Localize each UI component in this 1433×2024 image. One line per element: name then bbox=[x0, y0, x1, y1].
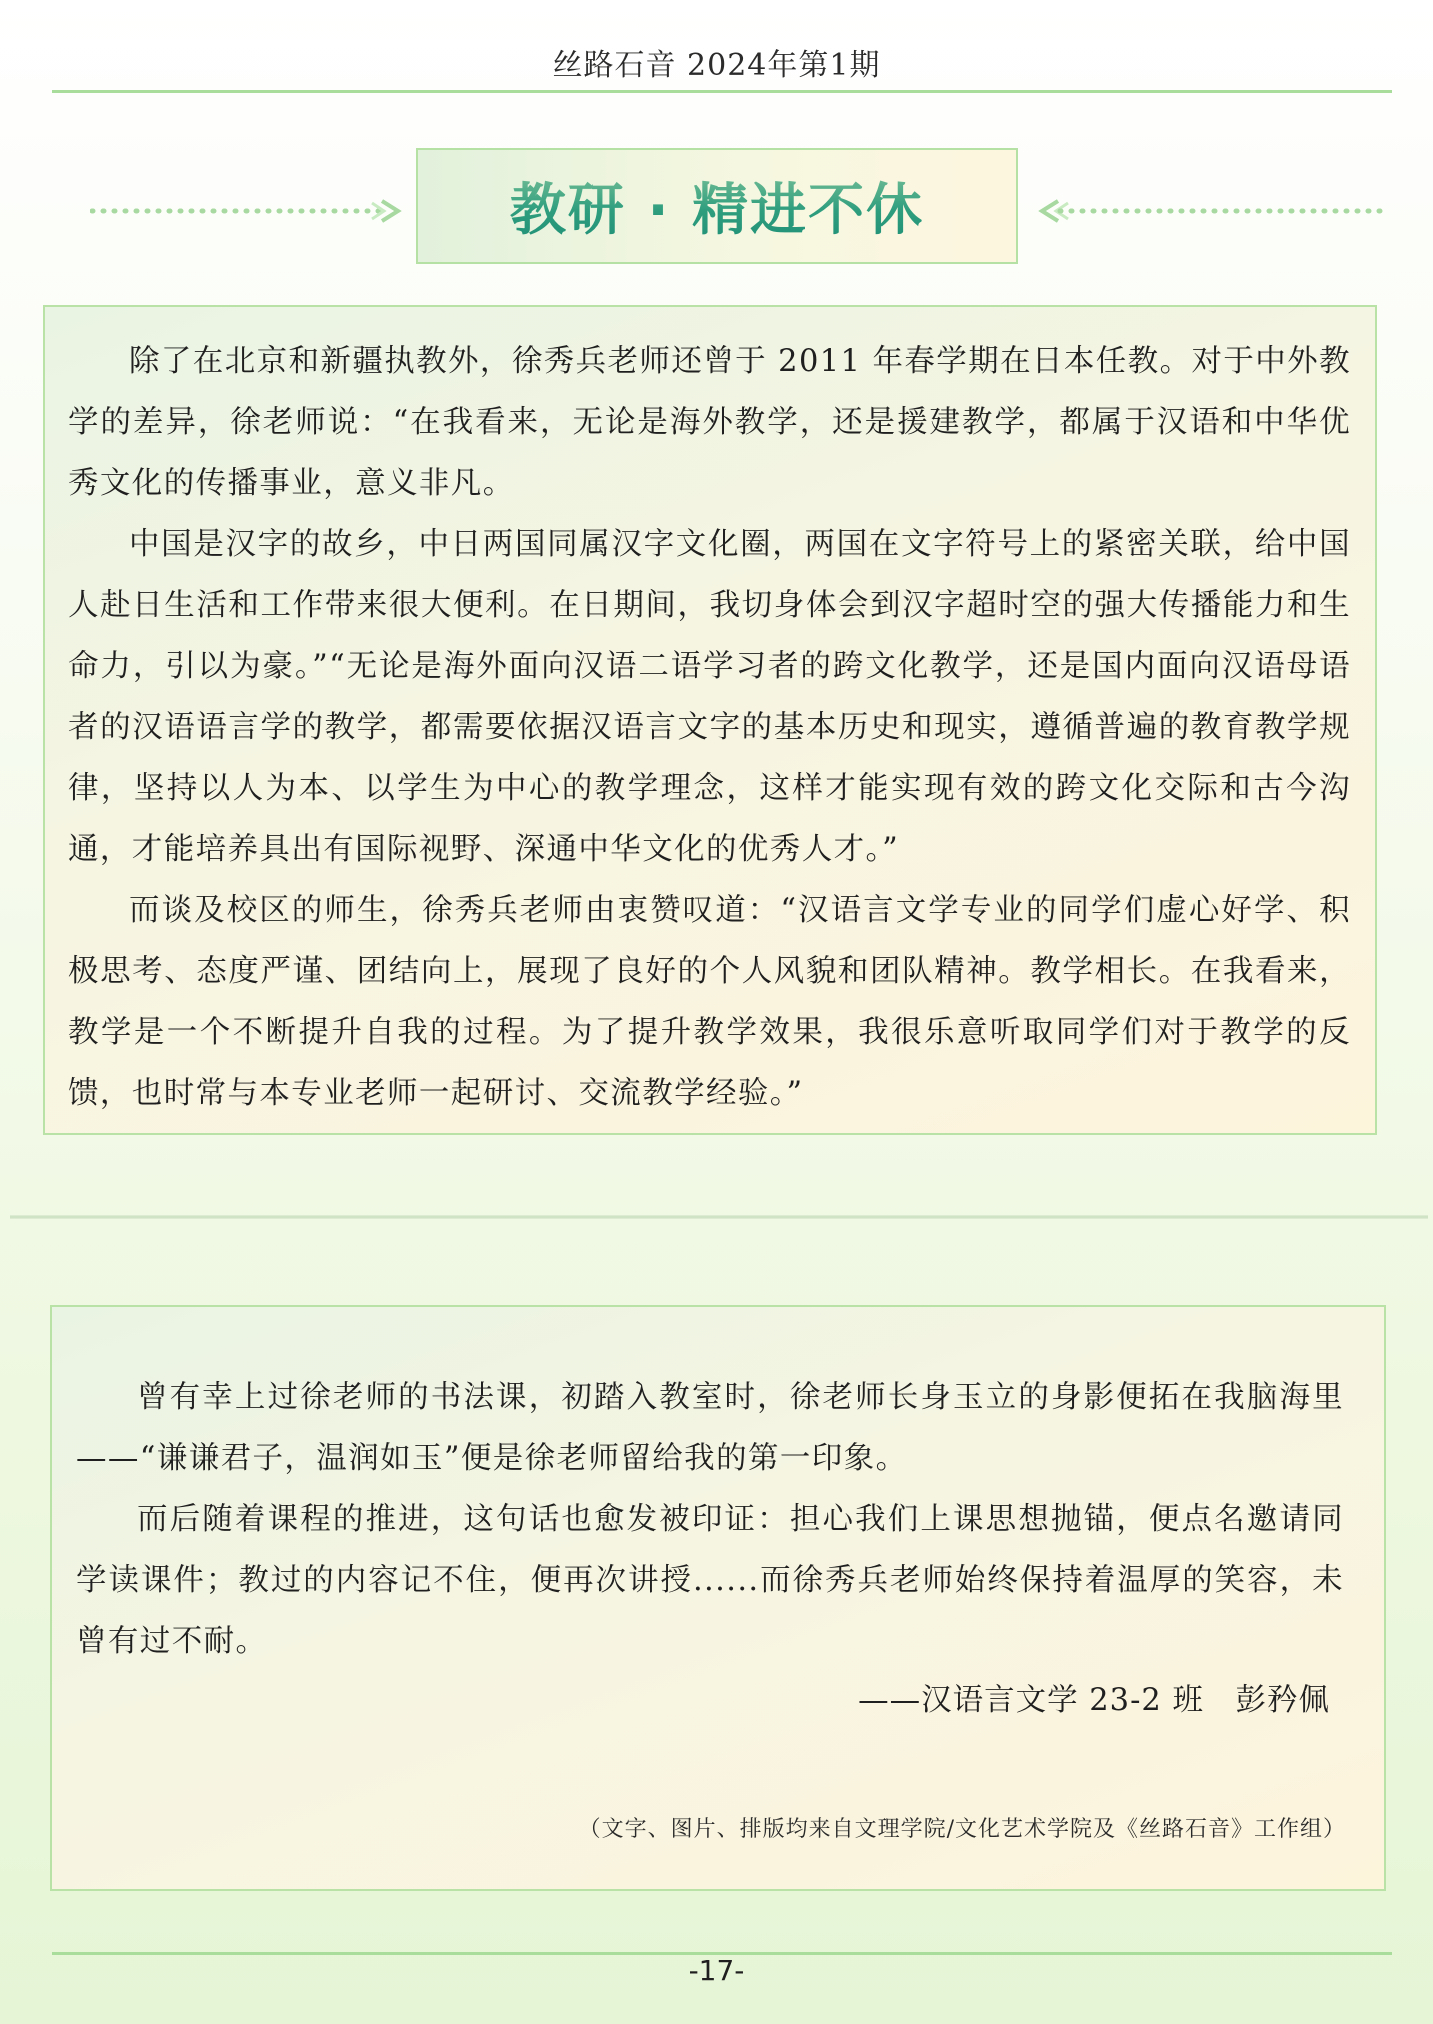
article-paragraph-3: 而谈及校区的师生，徐秀兵老师由衷赞叹道：“汉语言文学专业的同学们虚心好学、积极思考、态度严谨、团结向上，展现了良好的个人风貌和团队精神。教学相长。在我看来，教学是一个不断提升自我的过程。为了提升教学效果，我很乐意听取同学们对于教学的反馈，也时常与本专业老师一起研讨、交流教学经验。” bbox=[68, 893, 1351, 1111]
testimonial-paragraph-1: 曾有幸上过徐老师的书法课，初踏入教室时，徐老师长身玉立的身影便拓在我脑海里——“谦谦君子，温润如玉”便是徐老师留给我的第一印象。 bbox=[76, 1380, 1344, 1476]
section-title-box bbox=[416, 148, 1018, 264]
testimonial-signature: ——汉语言文学 23-2 班 彭矜佩 bbox=[858, 1683, 1330, 1718]
section-title: 教研 · 精进不休 bbox=[510, 166, 924, 246]
credit-note: （文字、图片、排版均来自文理学院/文化艺术学院及《丝路石音》工作组） bbox=[578, 1817, 1346, 1842]
header-divider bbox=[52, 90, 1392, 93]
article-box bbox=[43, 305, 1377, 1135]
page-number: -17- bbox=[688, 1954, 745, 1987]
testimonial-paragraph-2: 而后随着课程的推进，这句话也愈发被印证：担心我们上课思想抛锚，便点名邀请同学读课件；教过的内容记不住，便再次讲授......而徐秀兵老师始终保持着温厚的笑容，未曾有过不耐。 bbox=[76, 1502, 1344, 1659]
publication-header: 丝路石音 2024年第1期 bbox=[552, 48, 881, 83]
section-separator bbox=[10, 1215, 1428, 1219]
testimonial-box bbox=[50, 1305, 1386, 1891]
article-paragraph-1: 除了在北京和新疆执教外，徐秀兵老师还曾于 2011 年春学期在日本任教。对于中外教学的差异，徐老师说：“在我看来，无论是海外教学，还是援建教学，都属于汉语和中华优秀文化的传播事业，意义非凡。 bbox=[68, 344, 1351, 501]
dotted-arrow-left-icon bbox=[1030, 197, 1390, 225]
article-paragraph-2: 中国是汉字的故乡，中日两国同属汉字文化圈，两国在文字符号上的紧密关联，给中国人赴日生活和工作带来很大便利。在日期间，我切身体会到汉字超时空的强大传播能力和生命力，引以为豪。”“无论是海外面向汉语二语学习者的跨文化教学，还是国内面向汉语母语者的汉语语言学的教学，都需要依据汉语言文字的基本历史和现实，遵循普遍的教育教学规律，坚持以人为本、以学生为中心的教学理念，这样才能实现有效的跨文化交际和古今沟通，才能培养具出有国际视野、深通中华文化的优秀人才。” bbox=[68, 527, 1351, 867]
dotted-arrow-right-icon bbox=[90, 197, 408, 225]
